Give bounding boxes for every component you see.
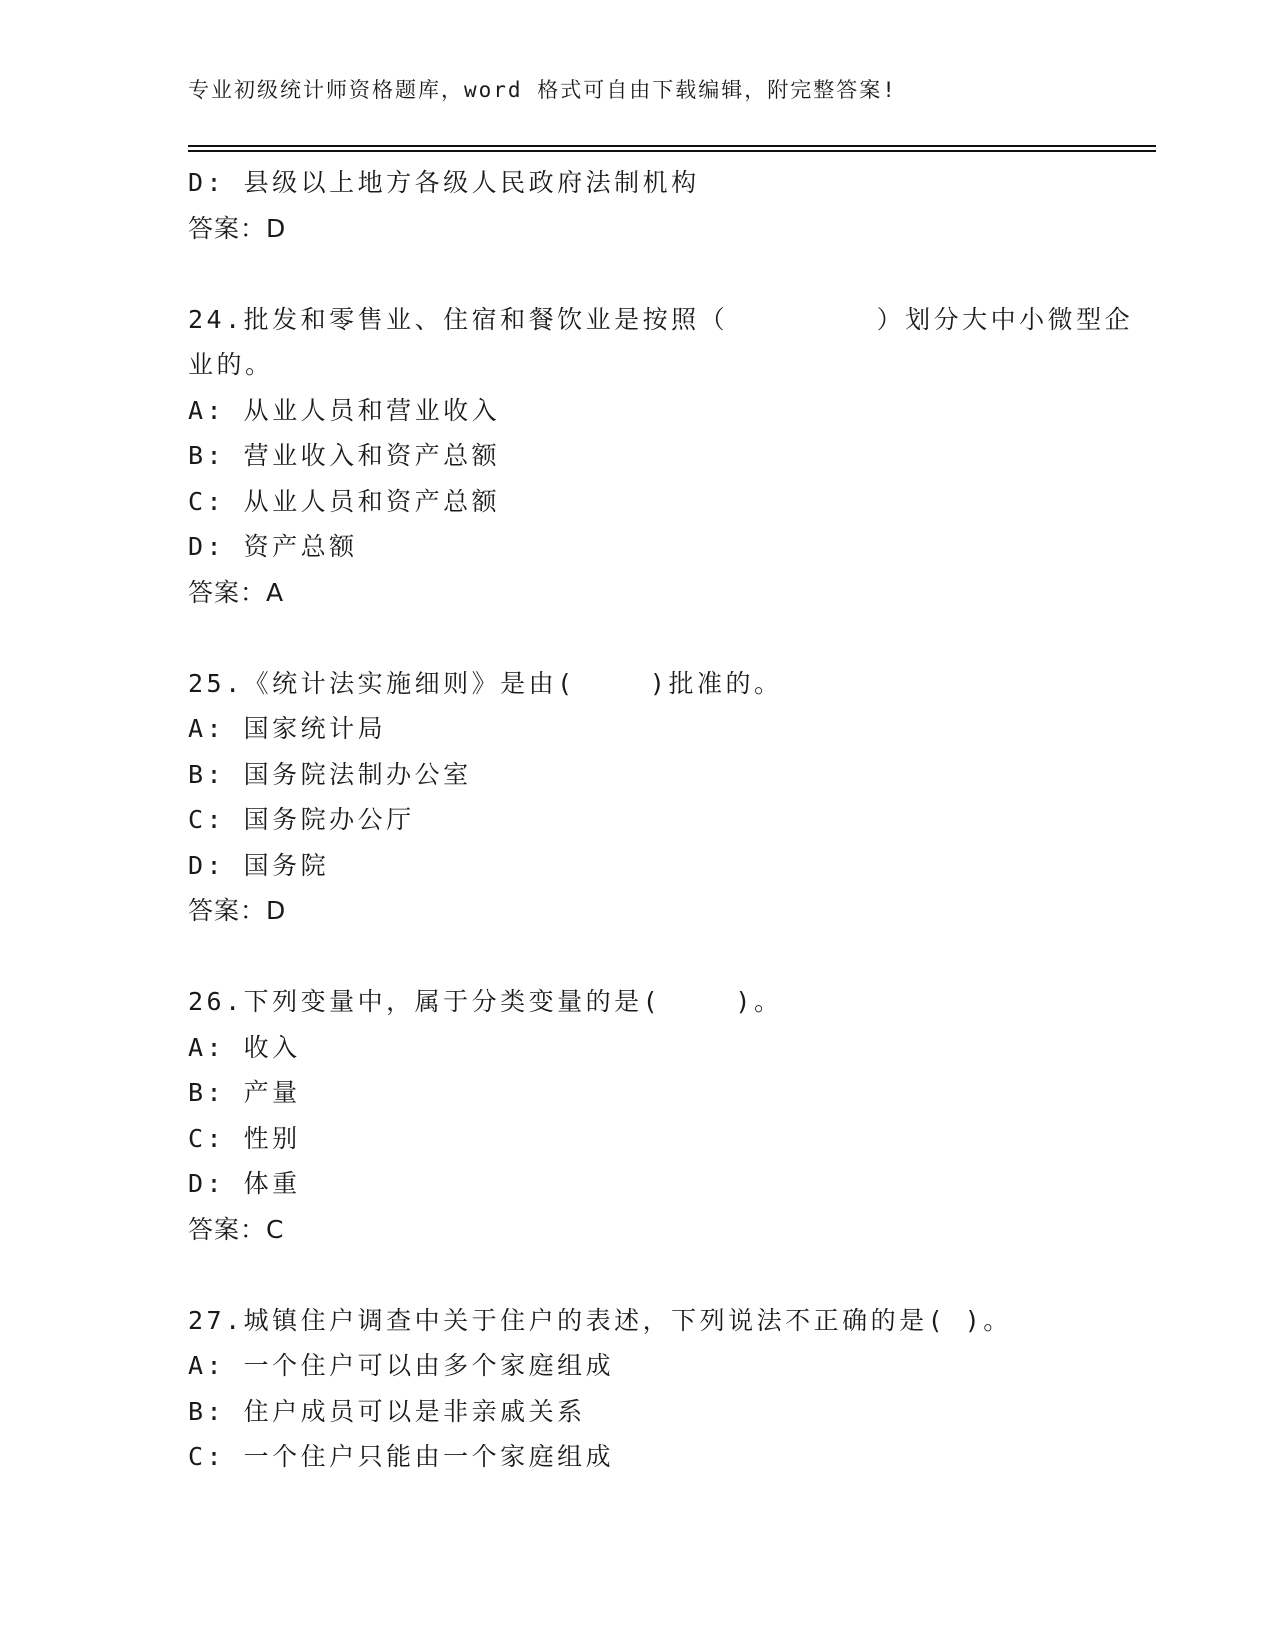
option-a: A: 国家统计局	[188, 714, 387, 743]
question-list	[188, 160, 1134, 1480]
question-stem: 25.《统计法实施细则》是由( )批准的。	[188, 668, 783, 698]
option-b: B: 营业收入和资产总额	[188, 441, 501, 470]
question-stem: 26.下列变量中，属于分类变量的是( )。	[188, 987, 783, 1016]
page-header: 专业初级统计师资格题库，word 格式可自由下载编辑，附完整答案!	[188, 78, 897, 102]
option-a: A: 收入	[188, 1032, 301, 1062]
answer: 答案：D	[188, 213, 287, 243]
question-stem: 27.城镇住户调查中关于住户的表述，下列说法不正确的是( )。	[188, 1305, 1012, 1335]
option-a: A: 从业人员和营业收入	[188, 395, 501, 425]
option-d: D: 县级以上地方各级人民政府法制机构	[188, 168, 700, 197]
option-d: D: 体重	[188, 1169, 301, 1198]
header-rule-bottom	[188, 150, 1156, 152]
option-b: B: 住户成员可以是非亲戚关系	[188, 1396, 586, 1426]
option-c: C: 一个住户只能由一个家庭组成	[188, 1442, 615, 1471]
option-c: C: 性别	[188, 1123, 301, 1153]
question-24	[188, 297, 1134, 616]
question-27	[188, 1298, 1068, 1480]
question-25	[188, 661, 1068, 934]
question-stem-cont: 业的。	[188, 350, 274, 379]
option-c: C: 国务院办公厅	[188, 805, 415, 834]
option-a: A: 一个住户可以由多个家庭组成	[188, 1351, 615, 1380]
option-c: C: 从业人员和资产总额	[188, 486, 501, 516]
question-26	[188, 979, 1068, 1252]
option-b: B: 产量	[188, 1078, 301, 1107]
answer: 答案：D	[188, 896, 287, 925]
question-stem: 24.批发和零售业、住宿和餐饮业是按照（ ）划分大中小微型企	[188, 304, 1134, 334]
answer: 答案：A	[188, 577, 285, 607]
option-d: D: 国务院	[188, 850, 330, 880]
option-b: B: 国务院法制办公室	[188, 759, 472, 789]
option-d: D: 资产总额	[188, 532, 358, 561]
answer: 答案：C	[188, 1214, 285, 1244]
header-rule-top	[188, 145, 1156, 147]
